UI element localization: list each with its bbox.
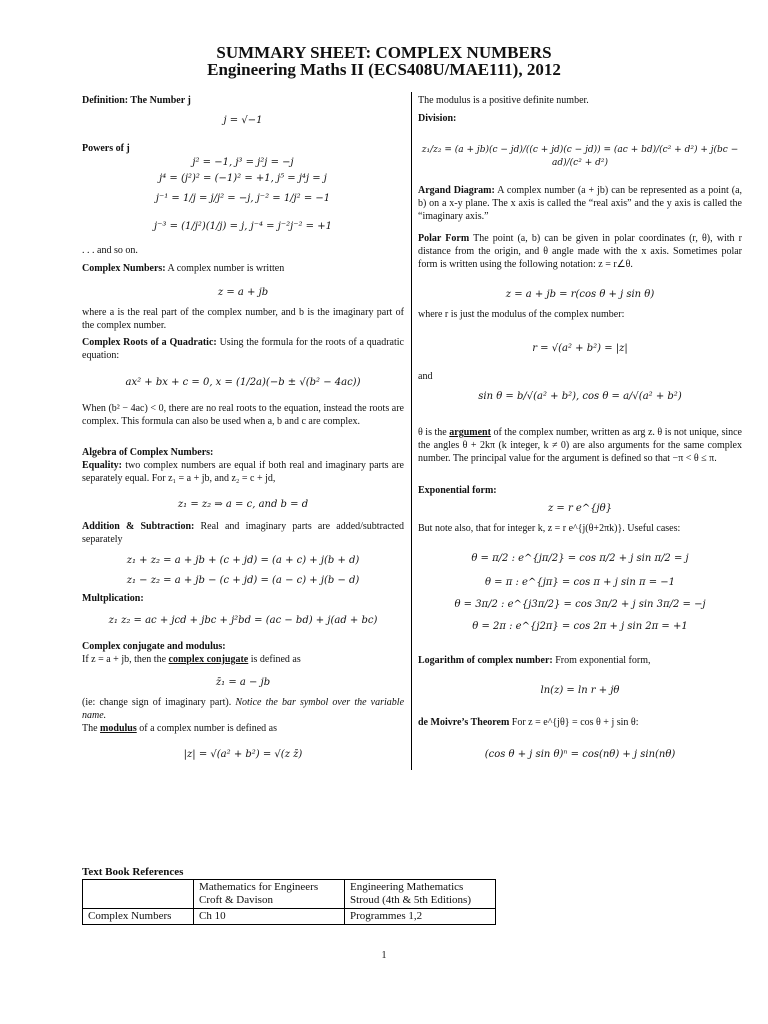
modulus-post: of a complex number is defined as — [136, 723, 277, 734]
addition-paragraph — [82, 520, 404, 546]
powers-eq-1: j² = −1, j³ = j²j = −j — [192, 157, 294, 168]
argand-paragraph — [418, 184, 742, 223]
division-heading: Division: — [418, 113, 457, 124]
argand-heading: Argand Diagram: — [418, 185, 495, 196]
definition-equation: j = √−1 — [223, 115, 263, 126]
modulus-equation: |z| = √(a² + b²) = √(z z̄) — [183, 749, 303, 760]
logarithm-heading: Logarithm of complex number: — [418, 655, 553, 666]
algebra-heading: Algebra of Complex Numbers: — [82, 447, 214, 458]
definition-heading: Definition: The Number j — [82, 95, 191, 106]
conjugate-note — [82, 696, 404, 722]
table-cell: Ch 10 — [194, 909, 345, 925]
argument-text: of the complex number, written as arg z. θ is not unique, since the angles θ + 2kπ (k integer, k ≠ 0) are also arguments for the same complex number. The principal value for the argument is defined so that −π < θ ≤ π. — [418, 427, 742, 464]
sin-cos-equation: sin θ = b/√(a² + b²), cos θ = a/√(a² + b²) — [478, 391, 682, 402]
multiplication-heading: Multplication: — [82, 593, 144, 604]
table-cell — [83, 880, 194, 909]
multiplication-equation: z₁ z₂ = ac + jcd + jbc + j²bd = (ac − bd) + j(ad + bc) — [108, 615, 378, 626]
r-equation: r = √(a² + b²) = |z| — [532, 343, 628, 354]
modulus-term: modulus — [100, 723, 137, 734]
modulus-definition — [82, 722, 404, 735]
table-cell: Mathematics for Engineers Croft & Davison — [194, 880, 345, 909]
conjugate-definition — [82, 653, 404, 666]
logarithm-paragraph — [418, 654, 742, 667]
modulus-positive-note: The modulus is a positive definite number. — [418, 95, 589, 106]
complex-number-equation: z = a + jb — [217, 287, 269, 298]
logarithm-text: From exponential form, — [552, 655, 651, 666]
exponential-equation: z = r e^{jθ} — [547, 503, 613, 514]
quadratic-text: Using the formula for the roots of a quadratic equation: — [82, 337, 404, 361]
and-so-on: . . . and so on. — [82, 245, 138, 256]
equality-equation: z₁ = z₂ ⇒ a = c, and b = d — [177, 499, 309, 510]
complex-number-where: where a is the real part of the complex number, and b is the imaginary part of the complex number. — [82, 307, 404, 331]
table-row — [83, 880, 496, 909]
addition-equation: z₁ + z₂ = a + jb + (c + jd) = (a + c) + j(b + d) — [126, 555, 360, 566]
logarithm-equation: ln(z) = ln r + jθ — [540, 685, 620, 696]
quadratic-equation: ax² + bx + c = 0, x = (1/2a)(−b ± √(b² − 4ac)) — [125, 377, 361, 388]
conjugate-pre: If z = a + jb, then the — [82, 654, 169, 665]
de-moivre-equation: (cos θ + j sin θ)ⁿ = cos(nθ) + j sin(nθ) — [484, 749, 676, 760]
polar-text: The point (a, b) can be given in polar coordinates (r, θ), with r distance from the origin, and θ angle made with the x axis. Sometimes polar form is written using the following notation: z = r∠θ. — [418, 233, 742, 270]
table-cell: Programmes 1,2 — [345, 909, 496, 925]
quadratic-heading: Complex Roots of a Quadratic: — [82, 337, 217, 348]
de-moivre-text: For z = e^{jθ} = cos θ + j sin θ: — [509, 717, 639, 728]
column-divider — [411, 92, 412, 770]
polar-paragraph — [418, 232, 742, 271]
complex-numbers-text: A complex number is written — [165, 263, 285, 274]
equality-paragraph — [82, 459, 404, 485]
modulus-pre: The — [82, 723, 101, 734]
table-row — [83, 909, 496, 925]
powers-eq-4: j⁻³ = (1/j²)(1/j) = j, j⁻⁴ = j⁻²j⁻² = +1 — [154, 221, 332, 232]
argand-text: A complex number (a + jb) can be represented as a point (a, b) on a x-y plane. The x axis is called the “real axis” and the y axis is called the “imaginary axis.” — [418, 185, 743, 222]
de-moivre-paragraph — [418, 716, 742, 729]
references-table — [82, 879, 496, 925]
case-two-pi: θ = 2π : e^{j2π} = cos 2π + j sin 2π = +1 — [472, 621, 688, 632]
powers-eq-2: j⁴ = (j²)² = (−1)² = +1, j⁵ = j⁴j = j — [159, 173, 327, 184]
powers-eq-3: j⁻¹ = 1/j = j/j² = −j, j⁻² = 1/j² = −1 — [155, 193, 331, 204]
conjugate-post: is defined as — [248, 654, 301, 665]
conjugate-equation: z̄₁ = a − jb — [215, 677, 271, 688]
conjugate-term: complex conjugate — [168, 654, 249, 665]
polar-where: where r is just the modulus of the complex number: — [418, 309, 625, 320]
complex-numbers-heading: Complex Numbers: — [82, 263, 166, 274]
powers-heading: Powers of j — [82, 143, 130, 154]
conjugate-heading: Complex conjugate and modulus: — [82, 641, 226, 652]
equality-heading: Equality: — [82, 460, 123, 471]
and-word: and — [418, 371, 433, 382]
title-line-2: Engineering Maths II (ECS408U/MAE111), 2012 — [207, 60, 561, 79]
exponential-note: But note also, that for integer k, z = r e^{j(θ+2πk)}. Useful cases: — [418, 523, 681, 534]
quadratic-explanation: When (b² − 4ac) < 0, there are no real roots to the equation, instead the roots are complex. This formula can also be used when a, b and c are complex. — [82, 403, 404, 427]
references-title: Text Book References — [82, 866, 184, 878]
case-pi: θ = π : e^{jπ} = cos π + j sin π = −1 — [484, 577, 675, 588]
quadratic-intro — [82, 336, 404, 362]
equality-text: two complex numbers are equal if both real and imaginary parts are separately equal. For z₁ = a + jb, and z₂ = c + jd, — [82, 460, 404, 484]
argument-paragraph — [418, 426, 742, 465]
polar-heading: Polar Form — [418, 233, 470, 244]
page-number: 1 — [381, 950, 387, 961]
argument-term: argument — [449, 427, 491, 438]
addition-heading: Addition & Subtraction: — [82, 521, 195, 532]
case-three-pi-half: θ = 3π/2 : e^{j3π/2} = cos 3π/2 + j sin 3π/2 = −j — [454, 599, 706, 610]
complex-numbers-intro — [82, 262, 404, 275]
title-line-1: SUMMARY SHEET: COMPLEX NUMBERS — [216, 43, 552, 62]
addition-text: Real and imaginary parts are added/subtracted separately — [82, 521, 405, 545]
table-cell: Complex Numbers — [83, 909, 194, 925]
de-moivre-heading: de Moivre’s Theorem — [418, 717, 510, 728]
polar-equation: z = a + jb = r(cos θ + j sin θ) — [505, 289, 655, 300]
argument-pre: θ is the — [418, 427, 450, 438]
conjugate-note-pre: (ie: change sign of imaginary part). — [82, 697, 236, 708]
subtraction-equation: z₁ − z₂ = a + jb − (c + jd) = (a − c) + j(b − d) — [126, 575, 360, 586]
exponential-heading: Exponential form: — [418, 485, 497, 496]
division-equation: z₁/z₂ = (a + jb)(c − jd)/((c + jd)(c − jd)) = (ac + bd)/(c² + d²) + j(bc − ad)/(c² + d²) — [421, 145, 739, 168]
case-pi-half: θ = π/2 : e^{jπ/2} = cos π/2 + j sin π/2 = j — [471, 553, 689, 564]
table-cell: Engineering Mathematics Stroud (4th & 5th Editions) — [345, 880, 496, 909]
conjugate-note-italic: Notice the bar symbol over the variable name. — [82, 697, 405, 721]
